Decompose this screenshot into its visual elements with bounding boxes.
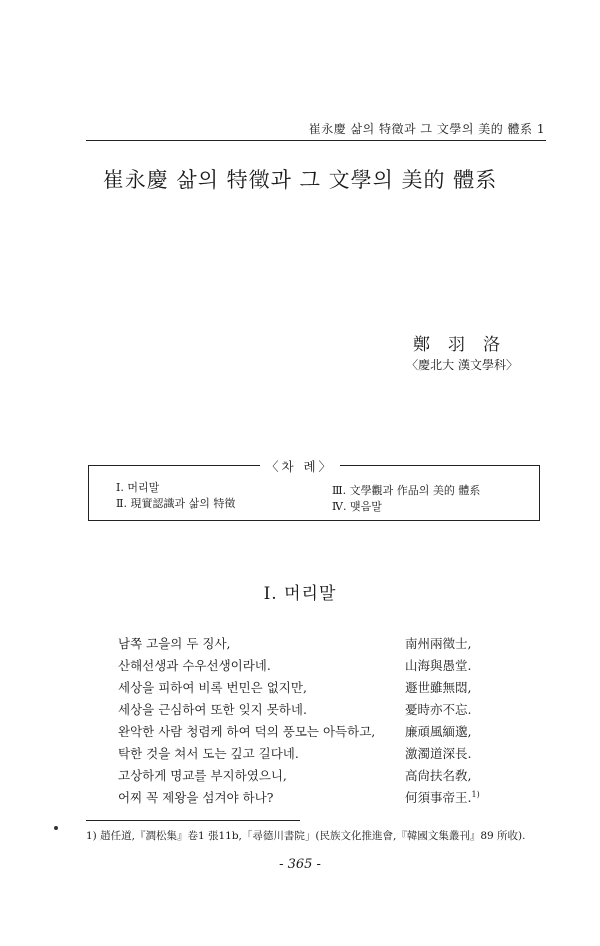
section-title: Ⅰ. 머리말 xyxy=(263,584,337,604)
toc-item: Ⅰ. 머리말 xyxy=(116,481,160,494)
poem-line-korean: 고상하게 명교를 부지하였으니, xyxy=(118,768,287,783)
poem-line-chinese: 憂時亦不忘. xyxy=(405,702,472,717)
poem-line-chinese: 遯世雖無悶, xyxy=(405,680,472,695)
author-name: 鄭羽洛 xyxy=(413,335,518,355)
poem-line-korean: 탁한 것을 쳐서 도는 깊고 길다네. xyxy=(118,746,299,761)
scan-speck xyxy=(54,826,58,830)
poem-line-korean: 완악한 사람 청렴케 하여 덕의 풍모는 아득하고, xyxy=(118,724,376,739)
poem-line-korean: 산해선생과 수우선생이라네. xyxy=(118,658,271,673)
toc-heading xyxy=(0,456,600,475)
footnote: 1) 趙任道,『澗松集』卷1 張11b,「尋德川書院」(民族文化推進會,『韓國文集叢刊』89 所收). xyxy=(86,830,526,842)
header-rule xyxy=(86,140,546,141)
author-affiliation: 〈慶北大 漢文學科〉 xyxy=(406,358,518,372)
toc-item: Ⅱ. 現實認識과 삶의 特徵 xyxy=(116,497,236,510)
poem-line-chinese xyxy=(405,788,480,806)
footnote-rule xyxy=(86,820,300,821)
poem-line-chinese: 廉頑風緬邈, xyxy=(405,724,472,739)
toc-item: Ⅳ. 맺음말 xyxy=(332,500,382,513)
poem-line-chinese-text: 何須事帝王. xyxy=(405,790,472,805)
poem-line-korean: 어찌 꼭 제왕을 섬겨야 하나? xyxy=(118,790,274,805)
footnote-reference[interactable]: 1) xyxy=(471,789,480,799)
poem-line-korean: 세상을 근심하여 또한 잊지 못하네. xyxy=(118,702,307,717)
poem-line-korean: 세상을 피하여 비록 번민은 없지만, xyxy=(118,680,307,695)
page-number: - 365 - xyxy=(279,857,321,872)
poem-line-chinese: 高尙扶名敎, xyxy=(405,768,472,783)
poem-line-korean: 남쪽 고을의 두 징사, xyxy=(118,636,231,651)
toc-heading-label: 〈차 례〉 xyxy=(260,459,340,474)
poem-line-chinese: 南州兩徵士, xyxy=(405,636,472,651)
toc-item: Ⅲ. 文學觀과 作品의 美的 體系 xyxy=(332,484,481,497)
poem-line-chinese: 山海與愚堂. xyxy=(405,658,472,673)
running-head: 崔永慶 삶의 特徵과 그 文學의 美的 體系 1 xyxy=(308,122,545,136)
poem-line-chinese: 激濁道深長. xyxy=(405,746,472,761)
page-title: 崔永慶 삶의 特徵과 그 文學의 美的 體系 xyxy=(102,168,498,192)
